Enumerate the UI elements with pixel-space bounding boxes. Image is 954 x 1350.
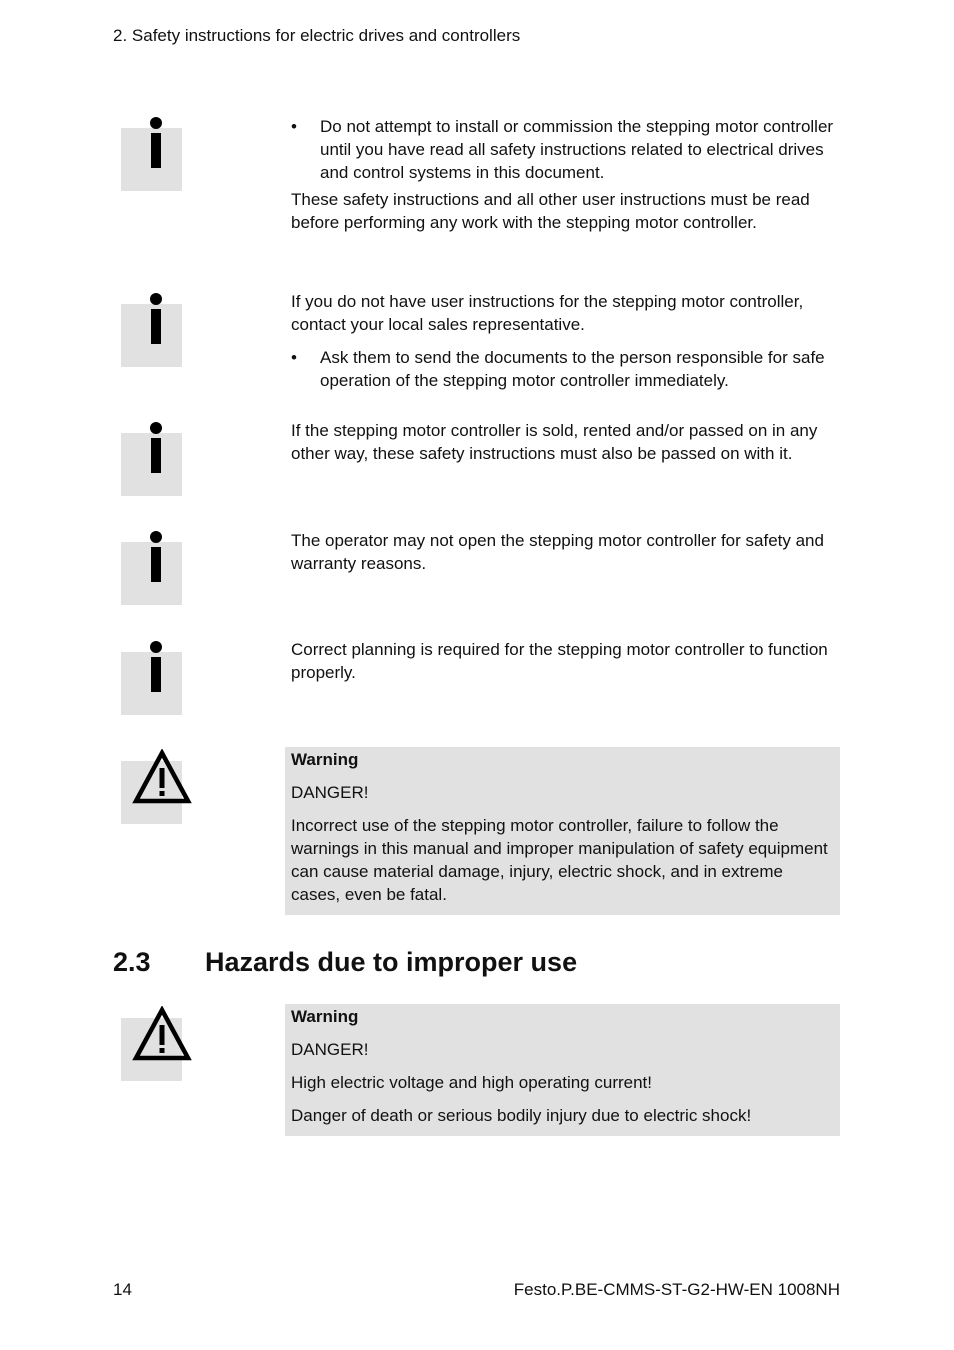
warning-text: Incorrect use of the stepping motor controller, failure to follow the warnings in this manual and improper manipulation of safety equipment can cause material damage, injury, electric shock, and in extreme cases, even be fatal. xyxy=(291,816,828,904)
page-number: 14 xyxy=(113,1280,132,1299)
warning-title: Warning xyxy=(291,750,359,769)
info-icon xyxy=(121,652,182,715)
warning-title: Warning xyxy=(291,1007,359,1026)
info-note-3-text: If the stepping motor controller is sold, rented and/or passed on in any other way, these safety instructions must also be passed on with it. xyxy=(291,421,818,463)
info-note-1 xyxy=(291,115,836,234)
warning-line-1: High electric voltage and high operating current! xyxy=(291,1073,652,1092)
warning-box-1 xyxy=(285,747,840,915)
info-icon xyxy=(121,433,182,496)
info-icon xyxy=(121,542,182,605)
info-note-2-bullet: • Ask them to send the documents to the person responsible for safe operation of the stepping motor controller immediately. xyxy=(291,346,836,392)
info-note-5-text: Correct planning is required for the stepping motor controller to function properly. xyxy=(291,640,828,682)
info-note-2-text: If you do not have user instructions for the stepping motor controller, contact your local sales representative. xyxy=(291,292,804,334)
document-id: Festo.P.BE-CMMS-ST-G2-HW-EN 1008NH xyxy=(513,1280,840,1299)
info-note-4 xyxy=(291,529,836,575)
info-note-3 xyxy=(291,419,836,465)
info-icon xyxy=(121,128,182,191)
warning-level: DANGER! xyxy=(291,783,369,802)
section-number: 2.3 xyxy=(113,947,151,977)
info-note-1-bullet: • Do not attempt to install or commission the stepping motor controller until you have read all safety instructions related to electrical drives and control systems in this document. xyxy=(291,115,836,184)
warning-triangle-icon xyxy=(121,1018,182,1081)
warning-line-2: Danger of death or serious bodily injury due to electric shock! xyxy=(291,1106,752,1125)
info-icon xyxy=(121,304,182,367)
info-note-4-text: The operator may not open the stepping motor controller for safety and warranty reasons. xyxy=(291,531,824,573)
info-note-1-text: These safety instructions and all other user instructions must be read before performing any work with the stepping motor controller. xyxy=(291,190,810,232)
section-title: Hazards due to improper use xyxy=(205,947,578,977)
warning-level: DANGER! xyxy=(291,1040,369,1059)
warning-triangle-icon xyxy=(121,761,182,824)
info-note-5 xyxy=(291,638,836,684)
warning-box-2 xyxy=(285,1004,840,1136)
running-head: 2. Safety instructions for electric drives and controllers xyxy=(113,26,521,45)
info-note-2 xyxy=(291,290,836,392)
